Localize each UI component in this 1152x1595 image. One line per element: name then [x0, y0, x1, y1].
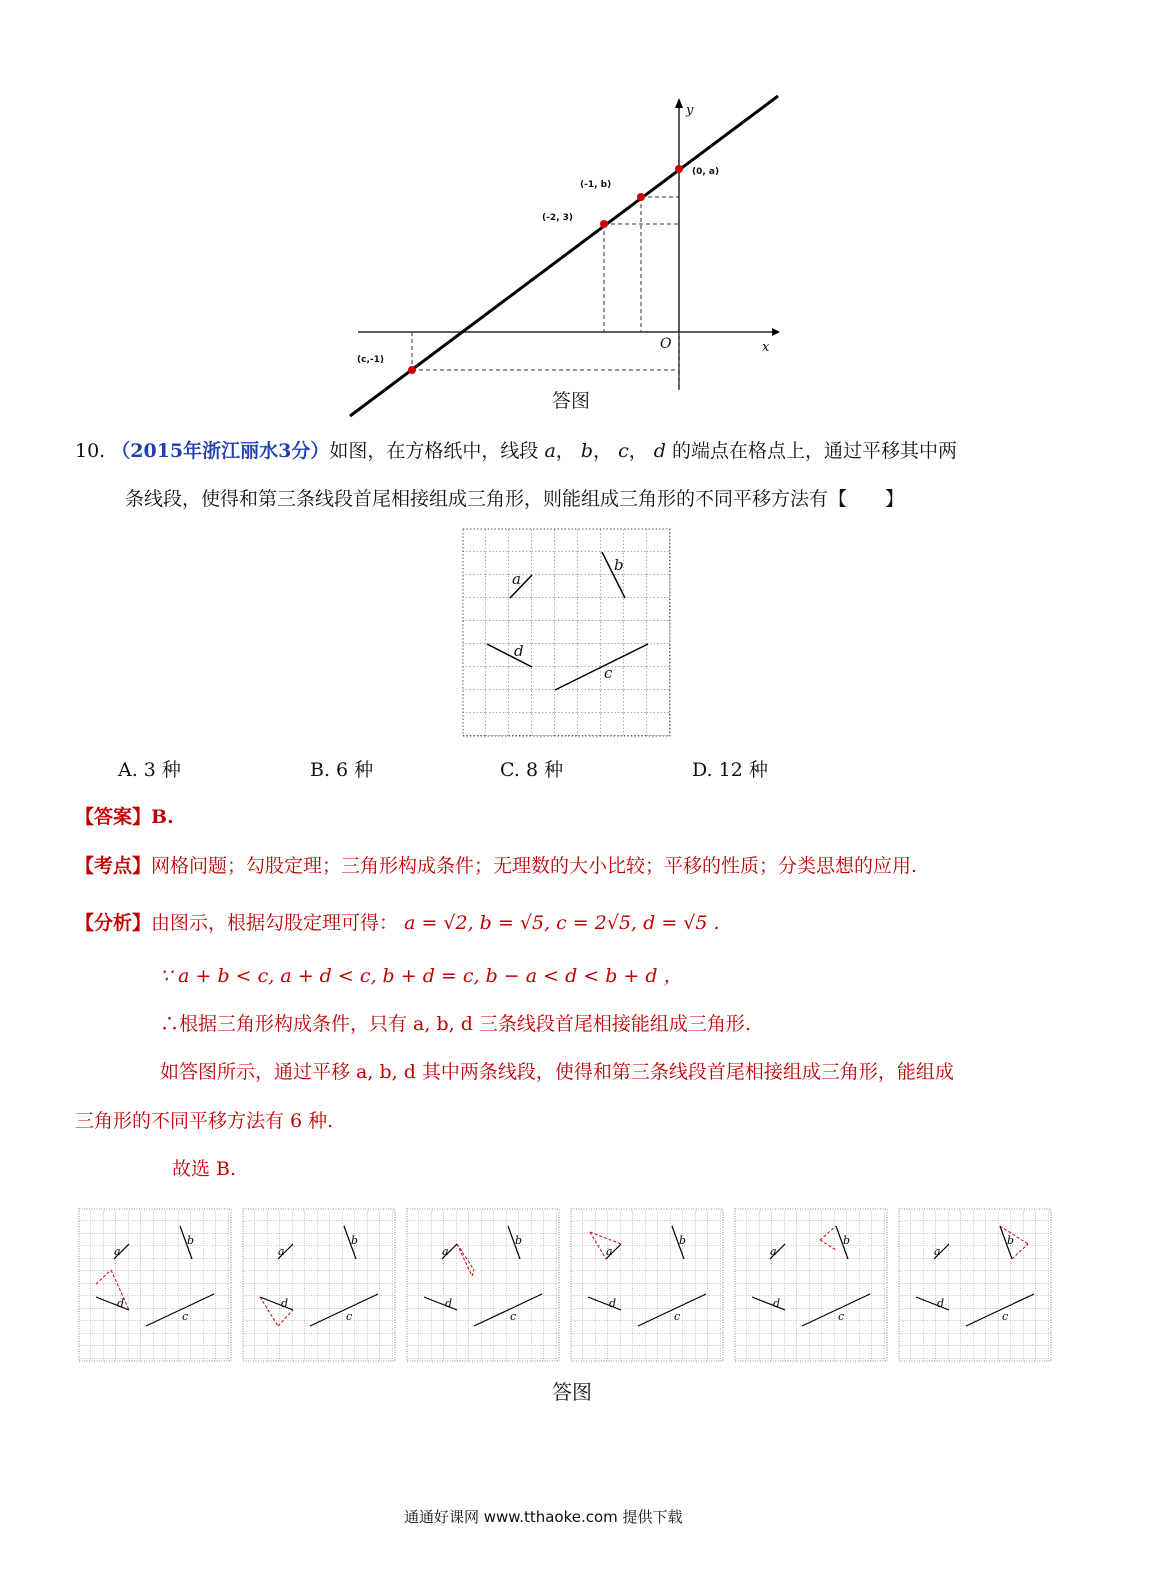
question-source: （2015年浙江丽水3分）: [111, 440, 330, 462]
answer-value: B.: [151, 806, 174, 828]
seg-a-label: a: [544, 440, 556, 462]
point-label-neg2-3: (-2, 3): [542, 213, 574, 223]
origin-label: O: [660, 336, 672, 352]
point-neg1-b: [637, 193, 645, 201]
option-a: A. 3 种: [118, 759, 181, 781]
question-stem-post: 的端点在格点上，通过平移其中两: [672, 440, 958, 462]
answer-line: [75, 806, 174, 829]
answer-grid-2: [243, 1209, 395, 1361]
grid-label-b: b: [614, 556, 624, 574]
figure2-caption: 答图: [552, 1380, 592, 1404]
grid-label-a: a: [512, 570, 521, 588]
point-neg2-3: [600, 220, 608, 228]
seg-d-label: d: [653, 440, 666, 462]
analysis-formula: a = √2, b = √5, c = 2√5, d = √5 .: [404, 912, 720, 934]
answer-grid-3: [407, 1209, 559, 1361]
analysis-line: [75, 912, 720, 935]
point-0-a: [675, 165, 683, 173]
question-stem-pre: 如图，在方格纸中，线段: [329, 440, 539, 462]
answer-grid-5: [735, 1209, 887, 1361]
answer-grid-4: [571, 1209, 723, 1361]
knowledge-text: 网格问题；勾股定理；三角形构成条件；无理数的大小比较；平移的性质；分类思想的应用.: [151, 855, 918, 877]
seg-c-label: c: [618, 440, 629, 462]
option-c: C. 8 种: [500, 759, 564, 781]
answer-grid-1: [79, 1209, 231, 1361]
answer-grids-figure: [78, 1206, 1058, 1366]
question-number: 10.: [75, 440, 106, 462]
question-line-2: 条线段，使得和第三条线段首尾相接组成三角形，则能组成三角形的不同平移方法有【 】: [125, 488, 905, 510]
point-label-c-neg1: (c,-1): [357, 355, 384, 365]
y-axis-arrow: [675, 98, 683, 108]
x-axis-arrow: [772, 328, 780, 336]
knowledge-tag: 【考点】: [75, 855, 152, 877]
analysis-text: 由图示，根据勾股定理可得：: [151, 912, 399, 934]
paragraph-line-2: 三角形的不同平移方法有 6 种.: [75, 1110, 334, 1132]
option-b: B. 6 种: [310, 759, 374, 781]
x-axis-label: x: [762, 340, 770, 355]
footer-text: 通通好课网 www.tthaoke.com 提供下载: [404, 1508, 683, 1526]
because-line: ∵ a + b < c, a + d < c, b + d = c, b − a < d < b + d ，: [160, 965, 683, 987]
answer-grid-6: [899, 1209, 1051, 1361]
paragraph-line-1: 如答图所示，通过平移 a, b, d 其中两条线段，使得和第三条线段首尾相接组成三角形，能组成: [160, 1061, 954, 1083]
therefore-line: ∴根据三角形构成条件，只有 a, b, d 三条线段首尾相接能组成三角形.: [160, 1013, 751, 1035]
seg-b-label: b: [580, 440, 593, 462]
sep: ，: [593, 440, 613, 462]
point-label-0-a: (0, a): [692, 167, 720, 177]
option-d: D. 12 种: [692, 759, 768, 781]
point-c-neg1: [408, 366, 416, 374]
grid-label-c: c: [604, 664, 613, 682]
point-label-neg1-b: (-1, b): [580, 180, 612, 190]
answer-tag: 【答案】: [75, 806, 152, 828]
sep: ，: [555, 440, 575, 462]
figure1-caption: 答图: [552, 390, 591, 412]
grid-figure: [462, 528, 674, 738]
line-graph-figure: [340, 90, 800, 420]
question-line-1: [75, 440, 957, 463]
y-axis-label: y: [686, 103, 694, 118]
knowledge-line: [75, 855, 917, 878]
sep: ，: [628, 440, 648, 462]
analysis-tag: 【分析】: [75, 912, 152, 934]
choose-line: 故选 B.: [172, 1158, 237, 1180]
grid-label-d: d: [514, 642, 524, 660]
